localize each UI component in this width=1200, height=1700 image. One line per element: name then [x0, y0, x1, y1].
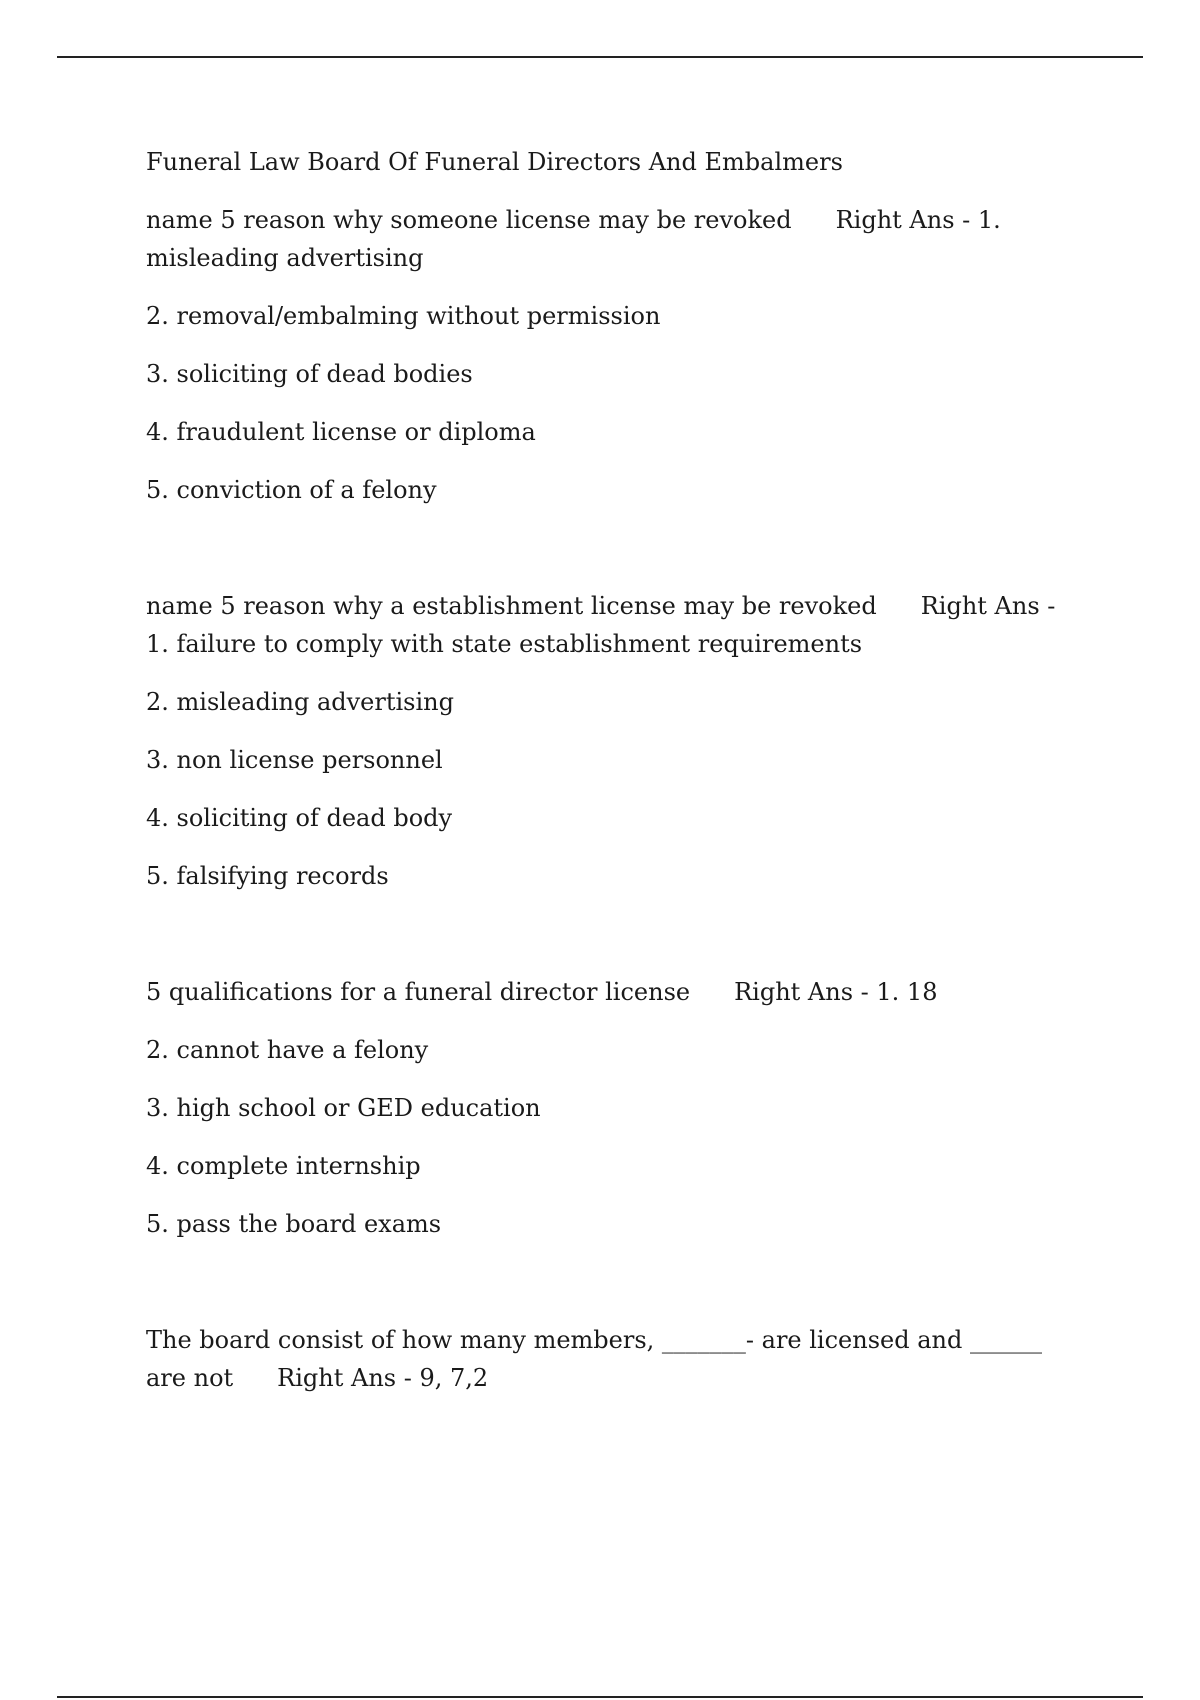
question-label: The board consist of how many members, _______- are licensed and ______ are not [146, 1326, 1042, 1392]
answer-list-item: 4. soliciting of dead body [146, 804, 453, 832]
answer-label: Right Ans - 1. [146, 592, 1056, 658]
footer-rule [57, 1696, 1143, 1698]
question-text [146, 587, 1076, 663]
document-body [146, 143, 1076, 1417]
question-text [146, 1321, 1076, 1397]
answer-label: Right Ans - 9, 7,2 [277, 1364, 489, 1392]
answer-list-item: 3. non license personnel [146, 746, 443, 774]
answer-list-item: 3. high school or GED education [146, 1094, 541, 1122]
answer-label: Right Ans - 1. 18 [734, 978, 938, 1006]
answer-label: Right Ans - 1. [835, 206, 1001, 234]
answer-list-item: 5. conviction of a felony [146, 476, 437, 504]
answer-list-item: 2. removal/embalming without permission [146, 302, 661, 330]
answer-list-item: 2. cannot have a felony [146, 1036, 429, 1064]
question-label: name 5 reason why a establishment license may be revoked [146, 592, 877, 620]
answer-list-item: 4. complete internship [146, 1152, 421, 1180]
header-rule [57, 56, 1143, 58]
qa-block [146, 973, 1076, 1243]
question-label: name 5 reason why someone license may be revoked [146, 206, 792, 234]
qa-block [146, 201, 1076, 509]
answer-list-item: 4. fraudulent license or diploma [146, 418, 536, 446]
answer-list-item: 3. soliciting of dead bodies [146, 360, 473, 388]
answer-lead: misleading advertising [146, 244, 424, 272]
document-title: Funeral Law Board Of Funeral Directors And Embalmers [146, 148, 843, 176]
question-text [146, 201, 1076, 277]
qa-block [146, 1321, 1076, 1397]
qa-block [146, 587, 1076, 895]
answer-list-item: 5. pass the board exams [146, 1210, 442, 1238]
answer-list-item: 2. misleading advertising [146, 688, 454, 716]
question-label: 5 qualifications for a funeral director license [146, 978, 691, 1006]
answer-list-item: 5. falsifying records [146, 862, 389, 890]
answer-lead: failure to comply with state establishment requirements [176, 630, 863, 658]
question-text [146, 973, 1076, 1011]
